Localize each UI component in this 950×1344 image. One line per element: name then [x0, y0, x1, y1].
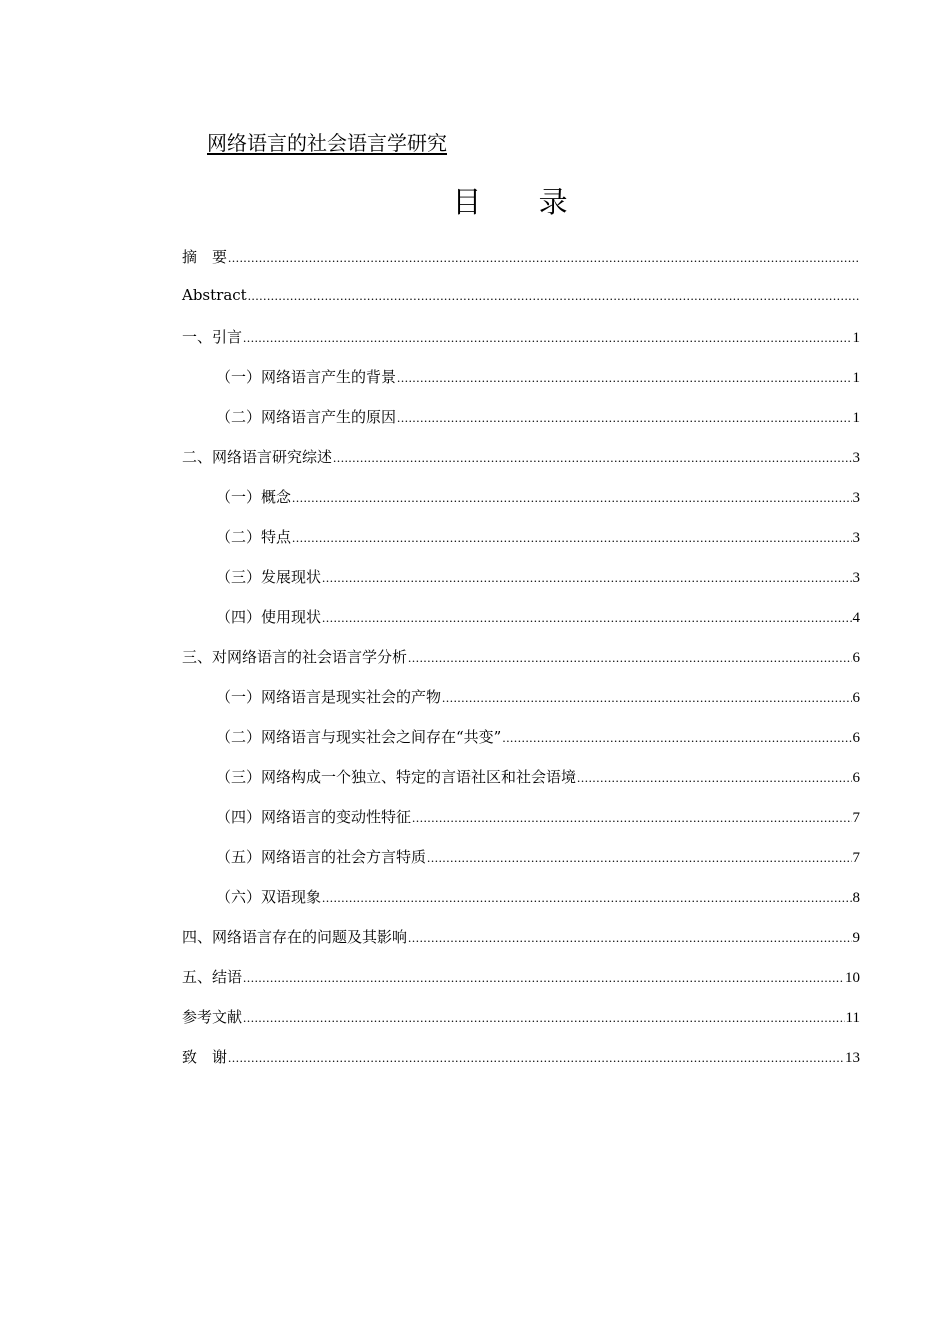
toc-entry-label: （一）网络语言产生的背景 — [216, 368, 397, 386]
toc-entry[interactable] — [182, 406, 860, 446]
toc-entry[interactable] — [182, 726, 860, 766]
toc-entry-label: 参考文献 — [182, 1008, 243, 1026]
toc-leader-dots — [427, 850, 851, 866]
toc-entry-page: 11 — [845, 1010, 860, 1026]
toc-leader-dots — [412, 810, 851, 826]
toc-leader-dots — [577, 770, 851, 786]
toc-entry[interactable] — [182, 526, 860, 566]
toc-leader-dots — [292, 530, 851, 546]
toc-leader-dots — [408, 650, 851, 666]
toc-heading: 目 录 — [452, 185, 592, 219]
toc-entry[interactable] — [182, 1006, 860, 1046]
toc-entry-page: 3 — [852, 490, 860, 506]
toc-entry-page: 1 — [852, 410, 860, 426]
toc-entry-page: 6 — [852, 690, 860, 706]
toc-entry-page: 6 — [852, 650, 860, 666]
toc-entry-page: 8 — [852, 890, 860, 906]
toc-leader-dots — [322, 570, 851, 586]
toc-leader-dots — [502, 730, 851, 746]
toc-entry-label: 二、网络语言研究综述 — [182, 448, 333, 466]
toc-entry-label: 三、对网络语言的社会语言学分析 — [182, 648, 408, 666]
toc-entry-label: Abstract — [182, 286, 247, 304]
toc-entry[interactable] — [182, 926, 860, 966]
toc-entry-label: 四、网络语言存在的问题及其影响 — [182, 928, 408, 946]
toc-entry-page: 6 — [852, 730, 860, 746]
toc-entry-page: 10 — [845, 970, 860, 986]
toc-leader-dots — [292, 490, 851, 506]
toc-entry-page: 3 — [852, 450, 860, 466]
toc-entry-page: 1 — [852, 330, 860, 346]
toc-entry-label: （三）网络构成一个独立、特定的言语社区和社会语境 — [216, 768, 577, 786]
toc-entry-page: 7 — [852, 850, 860, 866]
toc-entry[interactable] — [182, 646, 860, 686]
toc-leader-dots — [243, 970, 844, 986]
toc-entry[interactable] — [182, 686, 860, 726]
table-of-contents — [182, 246, 860, 1086]
toc-entry-label: （四）使用现状 — [216, 608, 322, 626]
toc-entry[interactable] — [182, 326, 860, 366]
toc-leader-dots — [397, 370, 851, 386]
toc-entry[interactable] — [182, 846, 860, 886]
toc-entry-page: 3 — [852, 530, 860, 546]
toc-entry-label: 五、结语 — [182, 968, 243, 986]
toc-entry[interactable] — [182, 246, 860, 286]
toc-entry[interactable] — [182, 606, 860, 646]
toc-entry-label: （二）特点 — [216, 528, 292, 546]
toc-entry-label: （二）网络语言产生的原因 — [216, 408, 397, 426]
toc-leader-dots — [322, 610, 851, 626]
toc-entry[interactable] — [182, 1046, 860, 1086]
toc-leader-dots — [228, 250, 859, 266]
toc-leader-dots — [243, 1010, 845, 1026]
toc-entry[interactable] — [182, 766, 860, 806]
toc-leader-dots — [408, 930, 851, 946]
toc-entry[interactable] — [182, 806, 860, 846]
toc-entry-page: 4 — [852, 610, 860, 626]
toc-entry[interactable] — [182, 566, 860, 606]
toc-entry[interactable] — [182, 486, 860, 526]
toc-entry-page: 9 — [852, 930, 860, 946]
toc-entry-label: 致 谢 — [182, 1048, 228, 1066]
toc-leader-dots — [248, 288, 859, 304]
toc-entry[interactable] — [182, 966, 860, 1006]
toc-leader-dots — [228, 1050, 844, 1066]
toc-entry-label: 摘 要 — [182, 248, 228, 266]
toc-entry-label: （一）概念 — [216, 488, 292, 506]
document-title: 网络语言的社会语言学研究 — [207, 131, 447, 155]
toc-leader-dots — [442, 690, 851, 706]
toc-entry[interactable] — [182, 286, 860, 326]
toc-entry-label: 一、引言 — [182, 328, 243, 346]
toc-entry-page: 6 — [852, 770, 860, 786]
toc-entry-label: （三）发展现状 — [216, 568, 322, 586]
toc-leader-dots — [243, 330, 851, 346]
toc-leader-dots — [333, 450, 851, 466]
toc-entry[interactable] — [182, 446, 860, 486]
toc-entry-page: 7 — [852, 810, 860, 826]
toc-entry[interactable] — [182, 366, 860, 406]
toc-entry-label: （六）双语现象 — [216, 888, 322, 906]
toc-entry-page: 3 — [852, 570, 860, 586]
toc-entry-label: （四）网络语言的变动性特征 — [216, 808, 412, 826]
toc-leader-dots — [397, 410, 851, 426]
toc-entry-page: 13 — [845, 1050, 860, 1066]
toc-entry-label: （二）网络语言与现实社会之间存在“共变” — [216, 728, 502, 746]
toc-entry-page: 1 — [852, 370, 860, 386]
toc-entry[interactable] — [182, 886, 860, 926]
toc-leader-dots — [322, 890, 851, 906]
toc-entry-label: （一）网络语言是现实社会的产物 — [216, 688, 442, 706]
toc-entry-label: （五）网络语言的社会方言特质 — [216, 848, 427, 866]
